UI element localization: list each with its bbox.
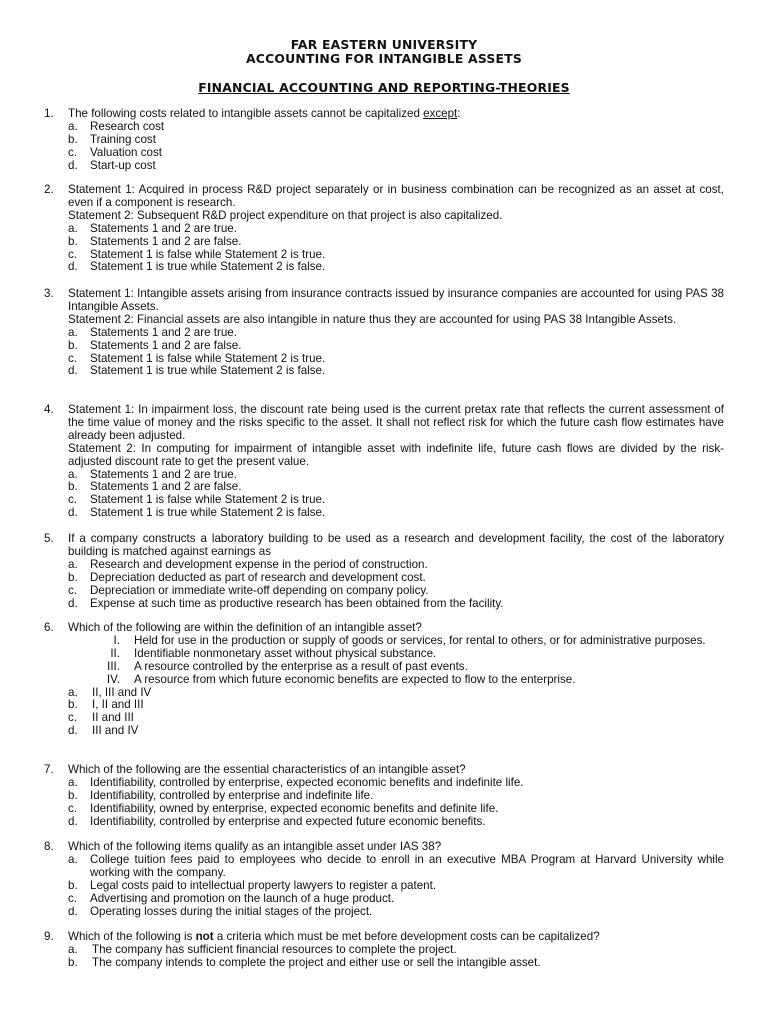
- question-stem: The following costs related to intangible assets cannot be capitalized except:: [68, 107, 461, 120]
- option: a. The company has sufficient financial resources to complete the project.: [68, 942, 457, 956]
- question-3: [44, 288, 724, 378]
- roman-item: III. A resource controlled by the enterprise as a result of past events.: [107, 659, 468, 673]
- option: d. Expense at such time as productive research has been obtained from the facility.: [68, 596, 504, 610]
- statement-1: Statement 1: Intangible assets arising from insurance contracts issued by insurance companies are accounted for using PAS 38 Intangible Assets.: [68, 287, 724, 313]
- question-8: [44, 841, 724, 918]
- question-9: [44, 931, 724, 970]
- question-number: 3.: [44, 287, 54, 300]
- statement-2: Statement 2: Subsequent R&D project expenditure on that project is also capitalized.: [68, 208, 503, 222]
- statement-2: Statement 2: Financial assets are also intangible in nature thus they are accounted for using PAS 38 Intangible Assets.: [68, 312, 677, 326]
- option: c. Statement 1 is false while Statement 2 is true.: [68, 247, 326, 261]
- option: a. Research and development expense in the period of construction.: [68, 557, 428, 571]
- question-number: 9.: [44, 930, 54, 943]
- emphasis-not: not: [195, 930, 214, 943]
- option: b. Legal costs paid to intellectual property lawyers to register a patent.: [68, 878, 437, 892]
- course-title: ACCOUNTING FOR INTANGIBLE ASSETS: [246, 51, 522, 66]
- option: b. Statements 1 and 2 are false.: [68, 480, 242, 494]
- question-stem: Which of the following are within the definition of an intangible asset?: [68, 621, 422, 634]
- question-5: [44, 533, 724, 610]
- question-stem: Which of the following is not a criteria which must be met before development costs can be capitalized?: [68, 930, 600, 943]
- option: c. Advertising and promotion on the launch of a huge product.: [68, 891, 395, 905]
- question-number: 6.: [44, 621, 54, 634]
- option: b. The company intends to complete the project and either use or sell the intangible asset.: [68, 955, 541, 969]
- question-number: 5.: [44, 532, 54, 545]
- emphasis-except: except: [423, 107, 458, 120]
- option: a. College tuition fees paid to employees who decide to enroll in an executive MBA Program at Harvard University while working with the company.: [68, 852, 724, 879]
- option: d. Operating losses during the initial stages of the project.: [68, 904, 373, 918]
- roman-item: IV. A resource from which future economic benefits are expected to flow to the enterprise.: [106, 672, 576, 686]
- question-number: 1.: [44, 107, 54, 120]
- option: b. Statements 1 and 2 are false.: [68, 338, 242, 352]
- statement-1: Statement 1: Acquired in process R&D project separately or in business combination can be recognized as an asset at cost, even if a component is research.: [68, 183, 724, 209]
- option: b. Training cost: [68, 132, 156, 146]
- question-number: 2.: [44, 183, 54, 196]
- document-title: FINANCIAL ACCOUNTING AND REPORTING-THEORIES: [198, 80, 570, 95]
- option: c. Identifiability, owned by enterprise, expected economic benefits and definite life.: [68, 801, 499, 815]
- option: c. Statement 1 is false while Statement 2 is true.: [68, 493, 326, 507]
- option: a. Statements 1 and 2 are true.: [68, 325, 237, 339]
- question-7: [44, 764, 724, 829]
- option: d. Statement 1 is true while Statement 2 is false.: [68, 506, 326, 520]
- option: d. Start-up cost: [68, 158, 156, 172]
- university-name: FAR EASTERN UNIVERSITY: [290, 37, 478, 52]
- option: a. Identifiability, controlled by enterprise, expected economic benefits and indefinite life.: [68, 775, 524, 789]
- question-stem: If a company constructs a laboratory building to be used as a research and development facility, the cost of the laboratory building is matched against earnings as: [68, 532, 724, 558]
- document-header: [0, 38, 768, 95]
- question-1: [44, 108, 724, 173]
- option: a. Statements 1 and 2 are true.: [68, 467, 237, 481]
- question-number: 7.: [44, 763, 54, 776]
- question-6: [44, 622, 724, 738]
- roman-item: I. Held for use in the production or supply of goods or services, for rental to others, or for administrative purposes.: [113, 633, 706, 647]
- option: c. Statement 1 is false while Statement 2 is true.: [68, 351, 326, 365]
- option: c. II and III: [68, 711, 134, 725]
- question-4: [44, 404, 724, 520]
- statement-1: Statement 1: In impairment loss, the discount rate being used is the current pretax rate that reflects the current assessment of the time value of money and the risks specific to the asset. It shall not reflect risk for which the future cash flow estimates have already been adjusted.: [68, 403, 724, 442]
- option: d. Identifiability, controlled by enterprise and expected future economic benefits.: [68, 814, 486, 828]
- roman-item: II. Identifiable nonmonetary asset without physical substance.: [110, 646, 437, 660]
- option: d. III and IV: [68, 724, 139, 738]
- question-stem: Which of the following items qualify as an intangible asset under IAS 38?: [68, 840, 442, 853]
- question-number: 4.: [44, 403, 54, 416]
- question-stem: Which of the following are the essential characteristics of an intangible asset?: [68, 763, 466, 776]
- question-number: 8.: [44, 840, 54, 853]
- option: a. Statements 1 and 2 are true.: [68, 221, 237, 235]
- option: a. II, III and IV: [68, 685, 152, 699]
- option: b. Depreciation deducted as part of research and development cost.: [68, 570, 426, 584]
- option: d. Statement 1 is true while Statement 2 is false.: [68, 364, 326, 378]
- statement-2: Statement 2: In computing for impairment of intangible asset with indefinite life, future cash flows are divided by the risk-adjusted discount rate to get the present value.: [68, 441, 724, 468]
- option: b. Identifiability, controlled by enterprise and indefinite life.: [68, 788, 374, 802]
- question-2: [44, 184, 724, 274]
- option: b. Statements 1 and 2 are false.: [68, 234, 242, 248]
- option: d. Statement 1 is true while Statement 2 is false.: [68, 260, 326, 274]
- option: c. Depreciation or immediate write-off depending on company policy.: [68, 583, 429, 597]
- option: b. I, II and III: [68, 698, 144, 712]
- option: c. Valuation cost: [68, 145, 162, 159]
- option: a. Research cost: [68, 119, 165, 133]
